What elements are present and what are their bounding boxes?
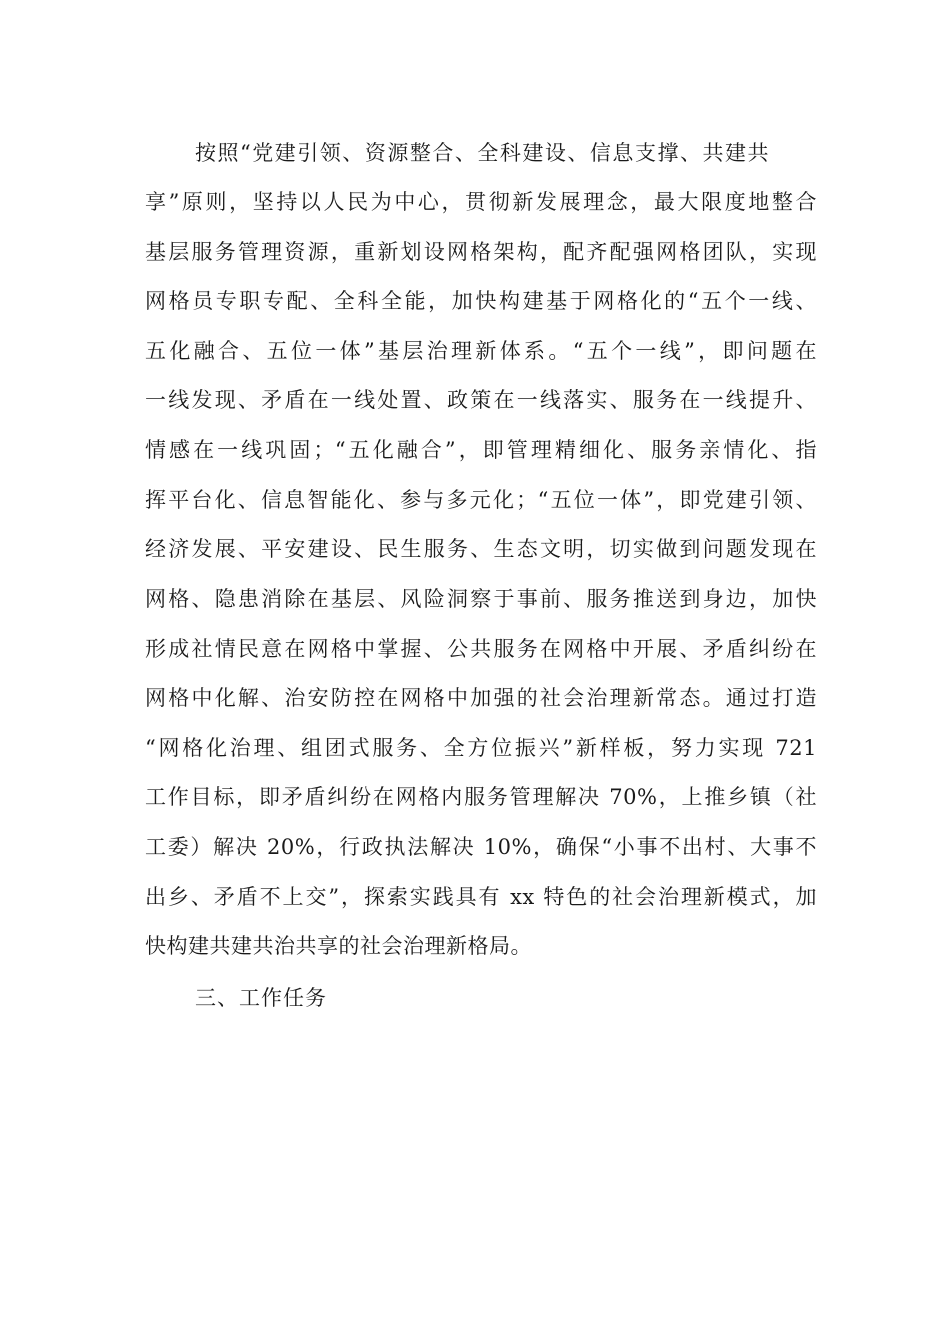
paragraph-line: 工作目标，即矛盾纠纷在网格内服务管理解决 70%，上推乡镇（社 (145, 785, 817, 809)
paragraph-line: 五化融合、五位一体”基层治理新体系。“五个一线”，即问题在 (145, 339, 817, 363)
paragraph-line: 工委）解决 20%，行政执法解决 10%，确保“小事不出村、大事不 (145, 835, 817, 859)
paragraph-line: 网格、隐患消除在基层、风险洞察于事前、服务推送到身边，加快 (145, 587, 817, 611)
paragraph-line: 按照“党建引领、资源整合、全科建设、信息支撑、共建共 (195, 141, 769, 165)
paragraph-line: 基层服务管理资源，重新划设网格架构，配齐配强网格团队，实现 (145, 240, 817, 264)
paragraph-line: 形成社情民意在网格中掌握、公共服务在网格中开展、矛盾纠纷在 (145, 637, 817, 661)
paragraph-line: 网格中化解、治安防控在网格中加强的社会治理新常态。通过打造 (145, 686, 817, 710)
paragraph-line: 享”原则，坚持以人民为中心，贯彻新发展理念，最大限度地整合 (145, 190, 817, 214)
paragraph-line: 出乡、矛盾不上交”，探索实践具有 xx 特色的社会治理新模式，加 (145, 885, 817, 909)
paragraph-line: 一线发现、矛盾在一线处置、政策在一线落实、服务在一线提升、 (145, 388, 817, 412)
paragraph-line: 经济发展、平安建设、民生服务、生态文明，切实做到问题发现在 (145, 537, 817, 561)
paragraph-line: 情感在一线巩固；“五化融合”，即管理精细化、服务亲情化、指 (145, 438, 817, 462)
section-heading: 三、工作任务 (195, 986, 327, 1010)
paragraph-line: 网格员专职专配、全科全能，加快构建基于网格化的“五个一线、 (145, 289, 817, 313)
paragraph-line: 快构建共建共治共享的社会治理新格局。 (145, 934, 532, 958)
paragraph-line: 挥平台化、信息智能化、参与多元化；“五位一体”，即党建引领、 (145, 488, 817, 512)
paragraph-line: “网格化治理、组团式服务、全方位振兴”新样板，努力实现 721 (145, 736, 817, 760)
